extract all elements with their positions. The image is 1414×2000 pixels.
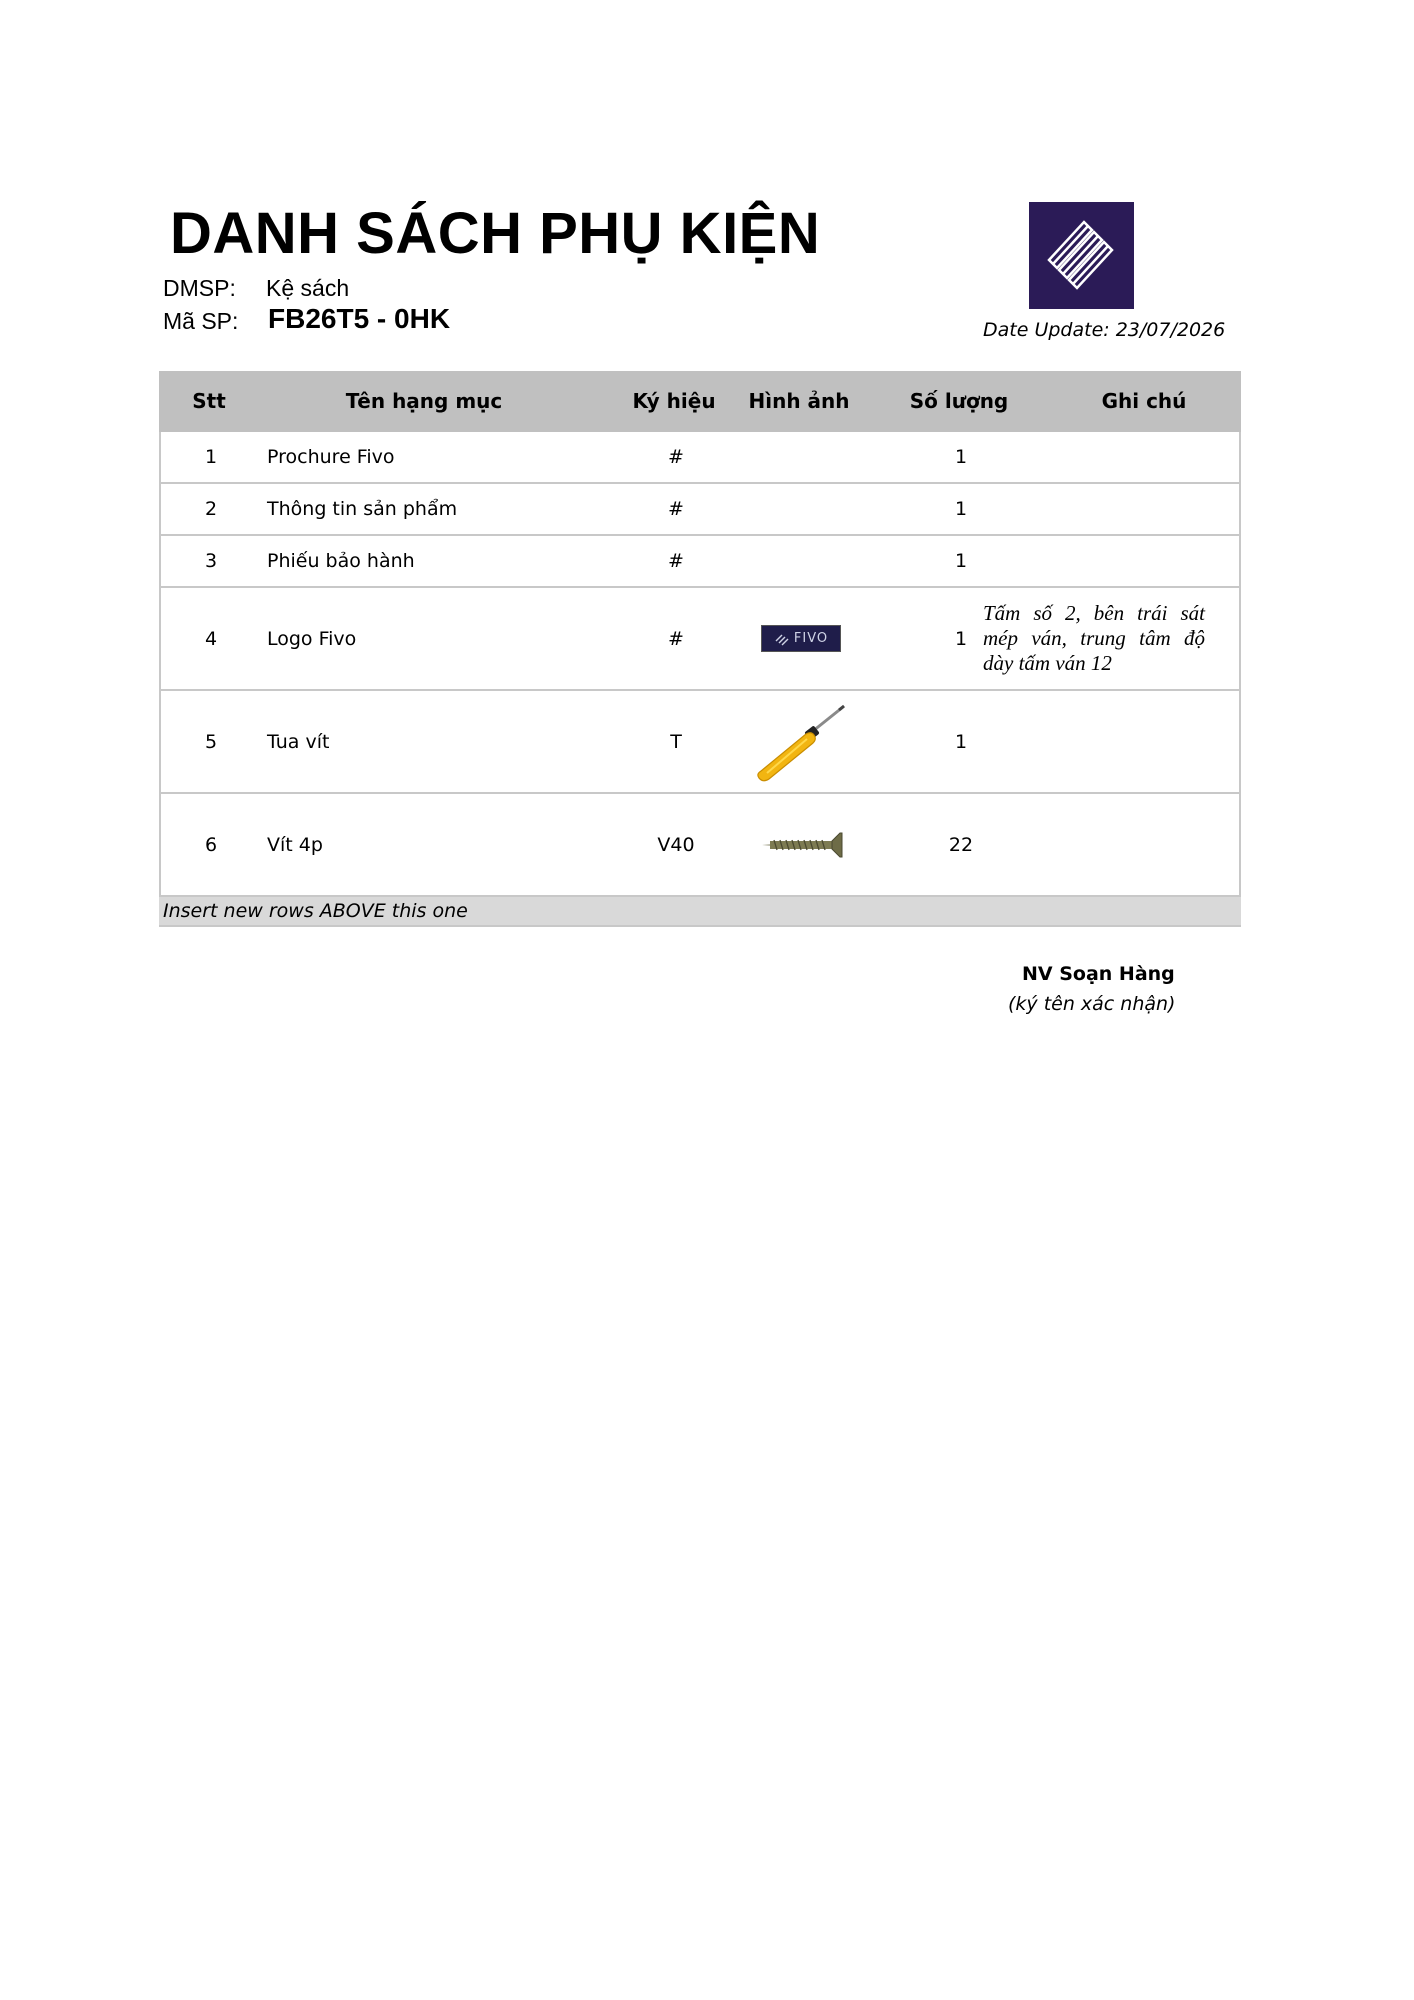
insert-rows-note: Insert new rows ABOVE this one [163, 900, 468, 922]
row-symbol: # [668, 498, 684, 520]
row-qty: 1 [954, 446, 968, 468]
row-image [731, 794, 871, 895]
column-header-qty: Số lượng [909, 389, 1009, 413]
brand-logo [1029, 202, 1134, 309]
row-stt: 6 [204, 833, 218, 856]
masp-label: Mã SP: [163, 308, 239, 334]
dmsp-value: Kệ sách [266, 275, 350, 301]
row-name: Vít 4p [267, 833, 323, 856]
row-qty: 1 [954, 730, 968, 753]
fivo-logo-badge-icon [761, 625, 841, 652]
column-header-image: Hình ảnh [748, 389, 850, 413]
table-row [159, 484, 1241, 536]
row-name: Thông tin sản phẩm [267, 498, 458, 520]
accessory-table [159, 371, 1241, 927]
row-name: Tua vít [267, 730, 330, 753]
date-update: Date Update: 23/07/2026 [983, 319, 1226, 341]
row-name: Logo Fivo [267, 627, 357, 650]
screw-icon [756, 830, 846, 860]
page-title: DANH SÁCH PHỤ KIỆN [170, 201, 821, 266]
row-qty: 1 [954, 627, 968, 650]
row-symbol: # [668, 627, 684, 650]
row-qty: 22 [948, 833, 974, 856]
table-footer [159, 897, 1241, 927]
column-header-note: Ghi chú [1101, 389, 1187, 413]
fivo-badge-text: FIVO [793, 631, 829, 646]
column-header-name: Tên hạng mục [345, 389, 503, 413]
row-stt: 5 [204, 730, 218, 753]
row-note: Tấm số 2, bên trái sát mép ván, trung tâm độ dày tấm ván 12 [983, 601, 1205, 675]
row-image [731, 691, 871, 792]
table-row [159, 432, 1241, 484]
row-stt: 2 [204, 498, 218, 520]
row-qty: 1 [954, 550, 968, 572]
row-stt: 3 [204, 550, 218, 572]
column-header-stt: Stt [192, 389, 226, 413]
row-name: Phiếu bảo hành [267, 550, 415, 572]
signature-subtitle: (ký tên xác nhận) [1008, 993, 1176, 1015]
row-symbol: # [668, 446, 684, 468]
row-symbol: T [670, 730, 682, 753]
signature-title: NV Soạn Hàng [1022, 963, 1175, 985]
screwdriver-icon [751, 701, 851, 783]
table-row [159, 794, 1241, 897]
fivo-mark-icon [774, 632, 790, 646]
masp-value: FB26T5 - 0HK [268, 303, 451, 334]
row-symbol: # [668, 550, 684, 572]
table-row [159, 536, 1241, 588]
row-qty: 1 [954, 498, 968, 520]
row-stt: 4 [204, 627, 218, 650]
row-stt: 1 [204, 446, 218, 468]
row-image [731, 588, 871, 689]
table-row [159, 691, 1241, 794]
row-name: Prochure Fivo [267, 446, 395, 468]
table-header [159, 371, 1241, 432]
column-header-symbol: Ký hiệu [632, 389, 716, 413]
table-row [159, 588, 1241, 691]
brand-logo-icon [1029, 202, 1134, 309]
row-symbol: V40 [657, 833, 695, 856]
dmsp-label: DMSP: [163, 275, 236, 301]
